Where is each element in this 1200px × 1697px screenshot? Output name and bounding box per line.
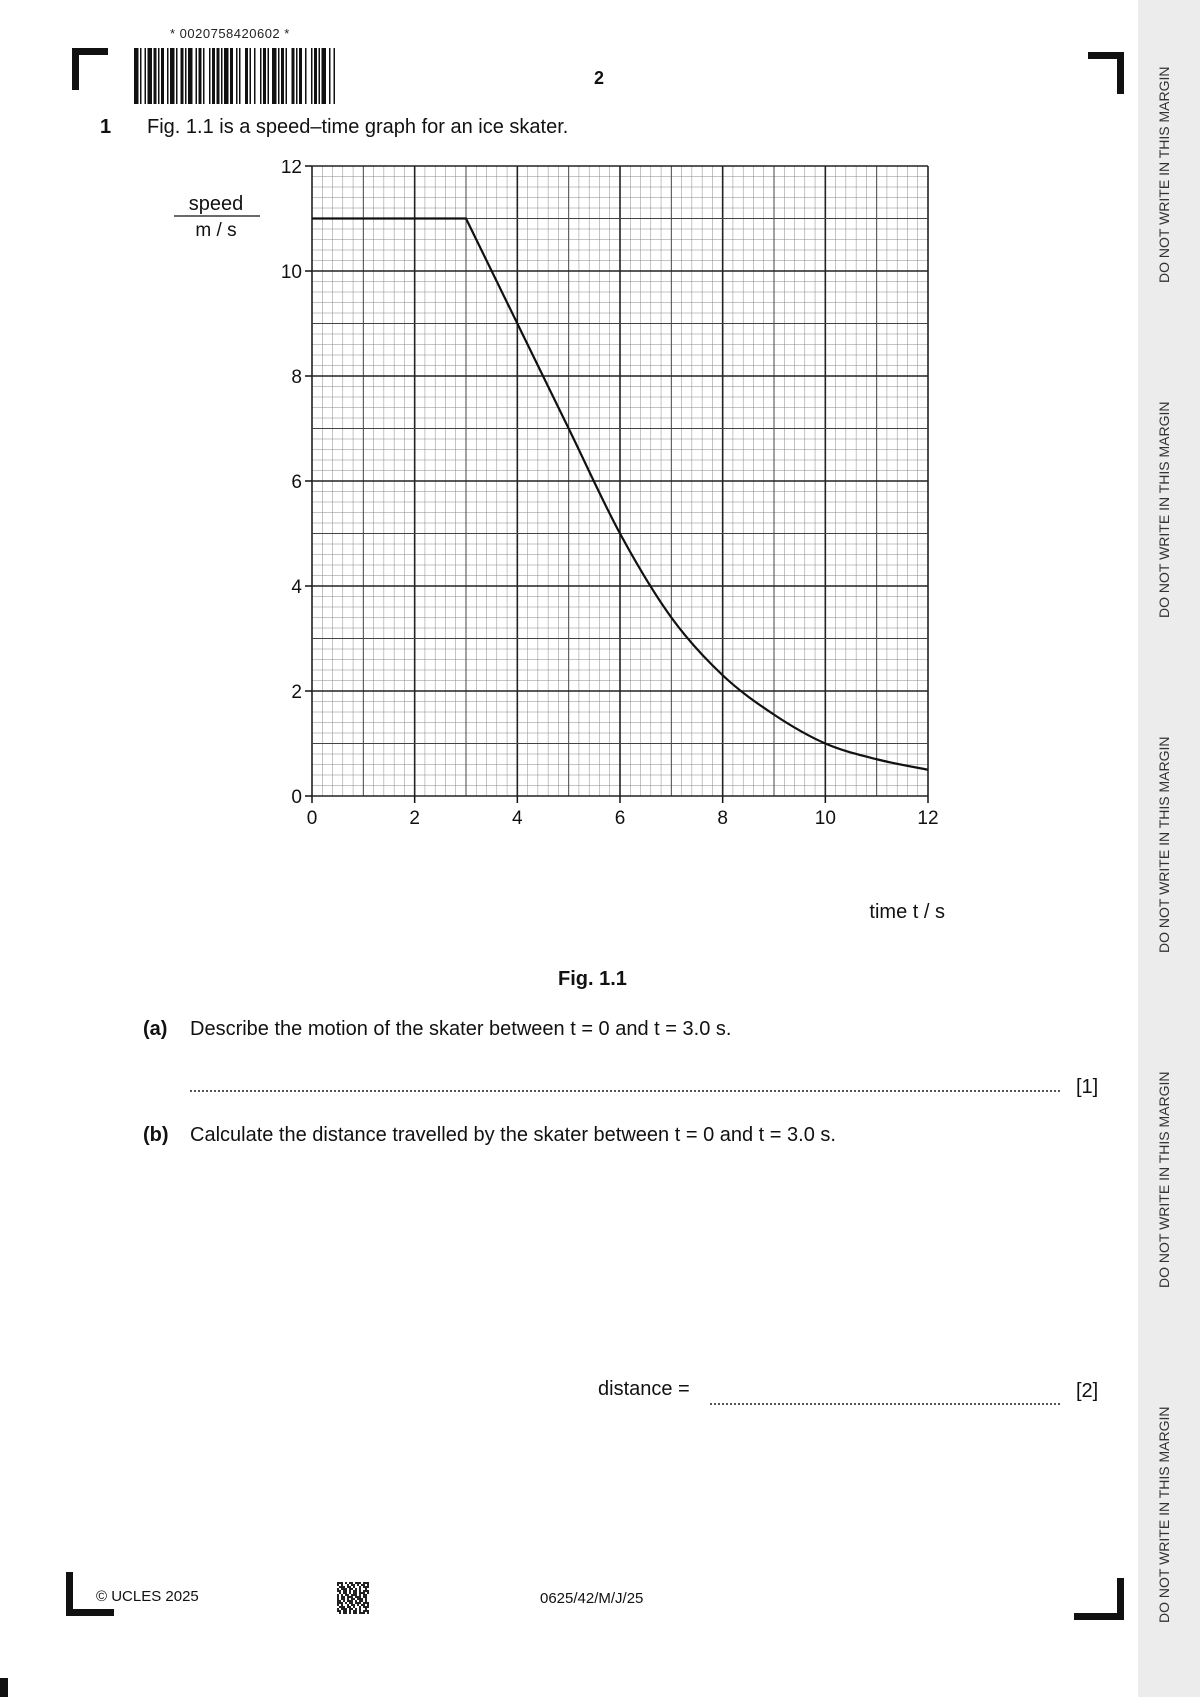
qr-module <box>345 1612 347 1614</box>
barcode-bar <box>224 48 229 104</box>
barcode-bar <box>154 48 157 104</box>
barcode-bar <box>196 48 198 104</box>
distance-answer-label: distance = <box>598 1378 690 1400</box>
qr-module <box>339 1602 341 1604</box>
barcode-bar <box>181 48 184 104</box>
qr-module <box>349 1606 351 1608</box>
barcode-bar <box>140 48 142 104</box>
y-tick-label: 8 <box>291 367 302 388</box>
qr-module <box>343 1586 345 1588</box>
qr-module <box>343 1590 345 1592</box>
qr-module <box>343 1592 345 1594</box>
qr-module <box>351 1584 353 1586</box>
qr-module <box>355 1602 357 1604</box>
qr-module <box>361 1600 363 1602</box>
qr-module <box>345 1592 347 1594</box>
qr-module <box>355 1594 357 1596</box>
barcode-bar <box>329 48 331 104</box>
qr-module <box>343 1612 345 1614</box>
qr-module <box>345 1588 347 1590</box>
qr-module <box>355 1610 357 1612</box>
footer-paper-code: 0625/42/M/J/25 <box>540 1590 644 1607</box>
qr-module <box>365 1582 367 1584</box>
footer-copyright: © UCLES 2025 <box>96 1588 199 1605</box>
qr-module <box>337 1602 339 1604</box>
qr-module <box>339 1606 341 1608</box>
qr-module <box>347 1586 349 1588</box>
x-tick-label: 2 <box>409 808 420 829</box>
part-a-label: (a) <box>143 1018 168 1040</box>
qr-module <box>341 1586 343 1588</box>
qr-module <box>351 1582 353 1584</box>
qr-module <box>355 1588 357 1590</box>
y-tick-label: 4 <box>291 577 302 598</box>
qr-module <box>349 1590 351 1592</box>
qr-module <box>363 1590 365 1592</box>
qr-module <box>339 1582 341 1584</box>
question-intro: Fig. 1.1 is a speed–time graph for an ice skater. <box>147 116 569 138</box>
margin-warning: DO NOT WRITE IN THIS MARGIN <box>1156 736 1172 954</box>
barcode-bar <box>278 48 280 104</box>
qr-module <box>347 1594 349 1596</box>
qr-module <box>357 1582 359 1584</box>
qr-module <box>349 1586 351 1588</box>
qr-module <box>365 1596 367 1598</box>
qr-module <box>367 1586 369 1588</box>
qr-module <box>355 1608 357 1610</box>
margin-warning: DO NOT WRITE IN THIS MARGIN <box>1156 66 1172 284</box>
qr-module <box>339 1592 341 1594</box>
qr-module <box>365 1602 367 1604</box>
qr-module <box>349 1608 351 1610</box>
y-axis-label-bottom: m / s <box>195 220 237 241</box>
y-tick-label: 2 <box>291 682 302 703</box>
qr-module <box>351 1602 353 1604</box>
barcode-bar <box>268 48 270 104</box>
barcode-bar <box>212 48 215 104</box>
qr-module <box>353 1590 355 1592</box>
part-a-answer-line[interactable] <box>190 1090 1060 1092</box>
barcode-bar <box>209 48 211 104</box>
barcode-bar <box>286 48 288 104</box>
qr-module <box>359 1598 361 1600</box>
corner-mark-top-right <box>1117 52 1124 94</box>
qr-module <box>359 1588 361 1590</box>
qr-module <box>341 1596 343 1598</box>
qr-module <box>351 1604 353 1606</box>
qr-module <box>341 1602 343 1604</box>
qr-module <box>367 1604 369 1606</box>
distance-answer-line[interactable] <box>710 1403 1060 1405</box>
qr-module <box>349 1596 351 1598</box>
barcode-bar <box>236 48 238 104</box>
qr-module <box>347 1596 349 1598</box>
qr-module <box>367 1610 369 1612</box>
margin-strip <box>1138 0 1200 1697</box>
qr-module <box>363 1602 365 1604</box>
x-tick-label: 0 <box>306 808 318 829</box>
qr-module <box>363 1604 365 1606</box>
speed-time-graph <box>170 160 1050 940</box>
qr-module <box>357 1604 359 1606</box>
qr-module <box>351 1600 353 1602</box>
qr-module <box>353 1606 355 1608</box>
qr-module <box>349 1582 351 1584</box>
corner-mark-top-left <box>72 48 79 90</box>
qr-module <box>337 1600 339 1602</box>
barcode-bar <box>260 48 262 104</box>
qr-module <box>363 1612 365 1614</box>
qr-module <box>365 1586 367 1588</box>
qr-module <box>345 1610 347 1612</box>
qr-module <box>339 1600 341 1602</box>
barcode-bar <box>319 48 321 104</box>
x-axis-label: time t / s <box>869 901 945 923</box>
qr-module <box>353 1586 355 1588</box>
qr-module <box>365 1606 367 1608</box>
qr-module <box>357 1596 359 1598</box>
qr-module <box>341 1582 343 1584</box>
qr-module <box>345 1582 347 1584</box>
qr-module <box>347 1584 349 1586</box>
qr-module <box>365 1600 367 1602</box>
barcode-bar <box>245 48 248 104</box>
qr-module <box>355 1596 357 1598</box>
qr-module <box>353 1604 355 1606</box>
qr-module <box>341 1588 343 1590</box>
qr-module <box>359 1592 361 1594</box>
qr-module <box>351 1598 353 1600</box>
barcode-bar <box>334 48 336 104</box>
qr-module <box>357 1602 359 1604</box>
qr-module <box>343 1600 345 1602</box>
qr-module <box>349 1588 351 1590</box>
qr-module <box>341 1608 343 1610</box>
barcode <box>134 48 496 104</box>
barcode-bar <box>299 48 302 104</box>
qr-module <box>361 1598 363 1600</box>
barcode-bar <box>254 48 256 104</box>
qr-module <box>363 1610 365 1612</box>
qr-module <box>341 1604 343 1606</box>
axis-ticks <box>305 166 928 803</box>
barcode-bar <box>188 48 193 104</box>
qr-module <box>353 1594 355 1596</box>
barcode-bar <box>158 48 160 104</box>
barcode-bar <box>296 48 298 104</box>
qr-module <box>367 1602 369 1604</box>
qr-module <box>341 1594 343 1596</box>
qr-module <box>365 1610 367 1612</box>
qr-module <box>353 1598 355 1600</box>
part-a-question: Describe the motion of the skater between t = 0 and t = 3.0 s. <box>190 1018 732 1040</box>
qr-module <box>341 1598 343 1600</box>
barcode-bar <box>263 48 266 104</box>
part-b-label: (b) <box>143 1124 169 1146</box>
qr-module <box>343 1610 345 1612</box>
page-number: 2 <box>594 68 605 88</box>
barcode-bar <box>239 48 241 104</box>
x-tick-label: 8 <box>717 808 728 829</box>
qr-module <box>357 1584 359 1586</box>
y-tick-label: 10 <box>280 262 302 283</box>
qr-module <box>345 1594 347 1596</box>
qr-module <box>363 1586 365 1588</box>
qr-module <box>349 1592 351 1594</box>
qr-module <box>355 1600 357 1602</box>
margin-warning: DO NOT WRITE IN THIS MARGIN <box>1156 401 1172 619</box>
qr-module <box>349 1602 351 1604</box>
qr-module <box>367 1606 369 1608</box>
qr-module <box>347 1604 349 1606</box>
qr-module <box>337 1598 339 1600</box>
qr-module <box>343 1598 345 1600</box>
corner-mark-bottom-right <box>1074 1613 1124 1620</box>
qr-module <box>357 1598 359 1600</box>
qr-module <box>337 1590 339 1592</box>
corner-mark-bottom-left <box>66 1609 114 1616</box>
qr-module <box>345 1608 347 1610</box>
qr-module <box>367 1584 369 1586</box>
y-tick-label: 6 <box>291 472 302 493</box>
qr-module <box>359 1582 361 1584</box>
qr-module <box>337 1582 339 1584</box>
qr-module <box>363 1582 365 1584</box>
y-axis-label-top: speed <box>188 193 244 215</box>
barcode-bar <box>230 48 233 104</box>
qr-code <box>337 1582 369 1614</box>
qr-module <box>349 1612 351 1614</box>
qr-module <box>367 1592 369 1594</box>
qr-module <box>351 1594 353 1596</box>
qr-module <box>339 1590 341 1592</box>
barcode-bar <box>199 48 202 104</box>
qr-module <box>339 1612 341 1614</box>
qr-module <box>365 1594 367 1596</box>
scan-edge-mark <box>0 1678 8 1697</box>
qr-module <box>359 1590 361 1592</box>
qr-module <box>361 1612 363 1614</box>
qr-module <box>347 1598 349 1600</box>
barcode-bar <box>292 48 295 104</box>
qr-module <box>367 1582 369 1584</box>
qr-module <box>355 1612 357 1614</box>
qr-module <box>363 1606 365 1608</box>
qr-module <box>359 1606 361 1608</box>
margin-warning: DO NOT WRITE IN THIS MARGIN <box>1156 1406 1172 1624</box>
x-tick-label: 10 <box>814 808 836 829</box>
qr-module <box>349 1610 351 1612</box>
qr-module <box>361 1604 363 1606</box>
qr-module <box>353 1612 355 1614</box>
part-b-question: Calculate the distance travelled by the skater between t = 0 and t = 3.0 s. <box>190 1124 836 1146</box>
qr-module <box>341 1606 343 1608</box>
qr-module <box>355 1582 357 1584</box>
qr-module <box>343 1588 345 1590</box>
question-number: 1 <box>100 116 112 138</box>
qr-module <box>343 1608 345 1610</box>
qr-module <box>359 1610 361 1612</box>
qr-module <box>363 1584 365 1586</box>
qr-module <box>359 1608 361 1610</box>
barcode-bar <box>170 48 175 104</box>
qr-module <box>349 1600 351 1602</box>
barcode-bar <box>134 48 139 104</box>
x-tick-label: 12 <box>917 808 939 829</box>
qr-module <box>355 1592 357 1594</box>
qr-module <box>351 1608 353 1610</box>
qr-module <box>337 1594 339 1596</box>
x-tick-label: 6 <box>614 808 626 829</box>
barcode-bar <box>311 48 313 104</box>
figure-caption: Fig. 1.1 <box>558 968 627 990</box>
qr-module <box>359 1600 361 1602</box>
qr-module <box>365 1588 367 1590</box>
qr-module <box>337 1608 339 1610</box>
barcode-bar <box>281 48 284 104</box>
qr-module <box>351 1588 353 1590</box>
barcode-bar <box>217 48 220 104</box>
qr-module <box>363 1594 365 1596</box>
barcode-bar <box>145 48 147 104</box>
qr-module <box>359 1594 361 1596</box>
qr-module <box>367 1612 369 1614</box>
qr-module <box>367 1590 369 1592</box>
qr-module <box>353 1592 355 1594</box>
part-b-marks: [2] <box>1076 1380 1099 1402</box>
barcode-bar <box>314 48 317 104</box>
qr-module <box>337 1610 339 1612</box>
margin-warning: DO NOT WRITE IN THIS MARGIN <box>1156 1071 1172 1289</box>
qr-module <box>347 1606 349 1608</box>
qr-module <box>353 1610 355 1612</box>
barcode-bar <box>250 48 252 104</box>
qr-module <box>343 1596 345 1598</box>
qr-module <box>337 1584 339 1586</box>
qr-module <box>365 1598 367 1600</box>
qr-module <box>339 1610 341 1612</box>
qr-module <box>337 1588 339 1590</box>
qr-module <box>341 1584 343 1586</box>
qr-module <box>353 1584 355 1586</box>
qr-module <box>355 1590 357 1592</box>
barcode-bar <box>185 48 187 104</box>
qr-module <box>363 1596 365 1598</box>
qr-module <box>361 1584 363 1586</box>
qr-module <box>365 1608 367 1610</box>
x-tick-label: 4 <box>512 808 523 829</box>
y-tick-label: 0 <box>291 787 302 808</box>
qr-module <box>337 1596 339 1598</box>
part-a-marks: [1] <box>1076 1076 1099 1098</box>
barcode-bar <box>161 48 164 104</box>
barcode-number: * 0020758420602 * <box>170 26 290 41</box>
barcode-bar <box>203 48 205 104</box>
barcode-bar <box>176 48 178 104</box>
qr-module <box>351 1596 353 1598</box>
qr-module <box>361 1592 363 1594</box>
barcode-bar <box>167 48 169 104</box>
barcode-bar <box>221 48 223 104</box>
qr-module <box>345 1590 347 1592</box>
qr-module <box>337 1604 339 1606</box>
qr-module <box>359 1586 361 1588</box>
qr-module <box>365 1590 367 1592</box>
barcode-bar <box>322 48 327 104</box>
barcode-bar <box>272 48 277 104</box>
qr-module <box>343 1606 345 1608</box>
barcode-bar <box>148 48 153 104</box>
qr-module <box>345 1602 347 1604</box>
qr-module <box>359 1596 361 1598</box>
qr-module <box>363 1592 365 1594</box>
qr-module <box>347 1600 349 1602</box>
y-tick-label: 12 <box>280 160 302 178</box>
barcode-bar <box>305 48 307 104</box>
qr-module <box>359 1612 361 1614</box>
qr-module <box>339 1586 341 1588</box>
qr-module <box>359 1602 361 1604</box>
